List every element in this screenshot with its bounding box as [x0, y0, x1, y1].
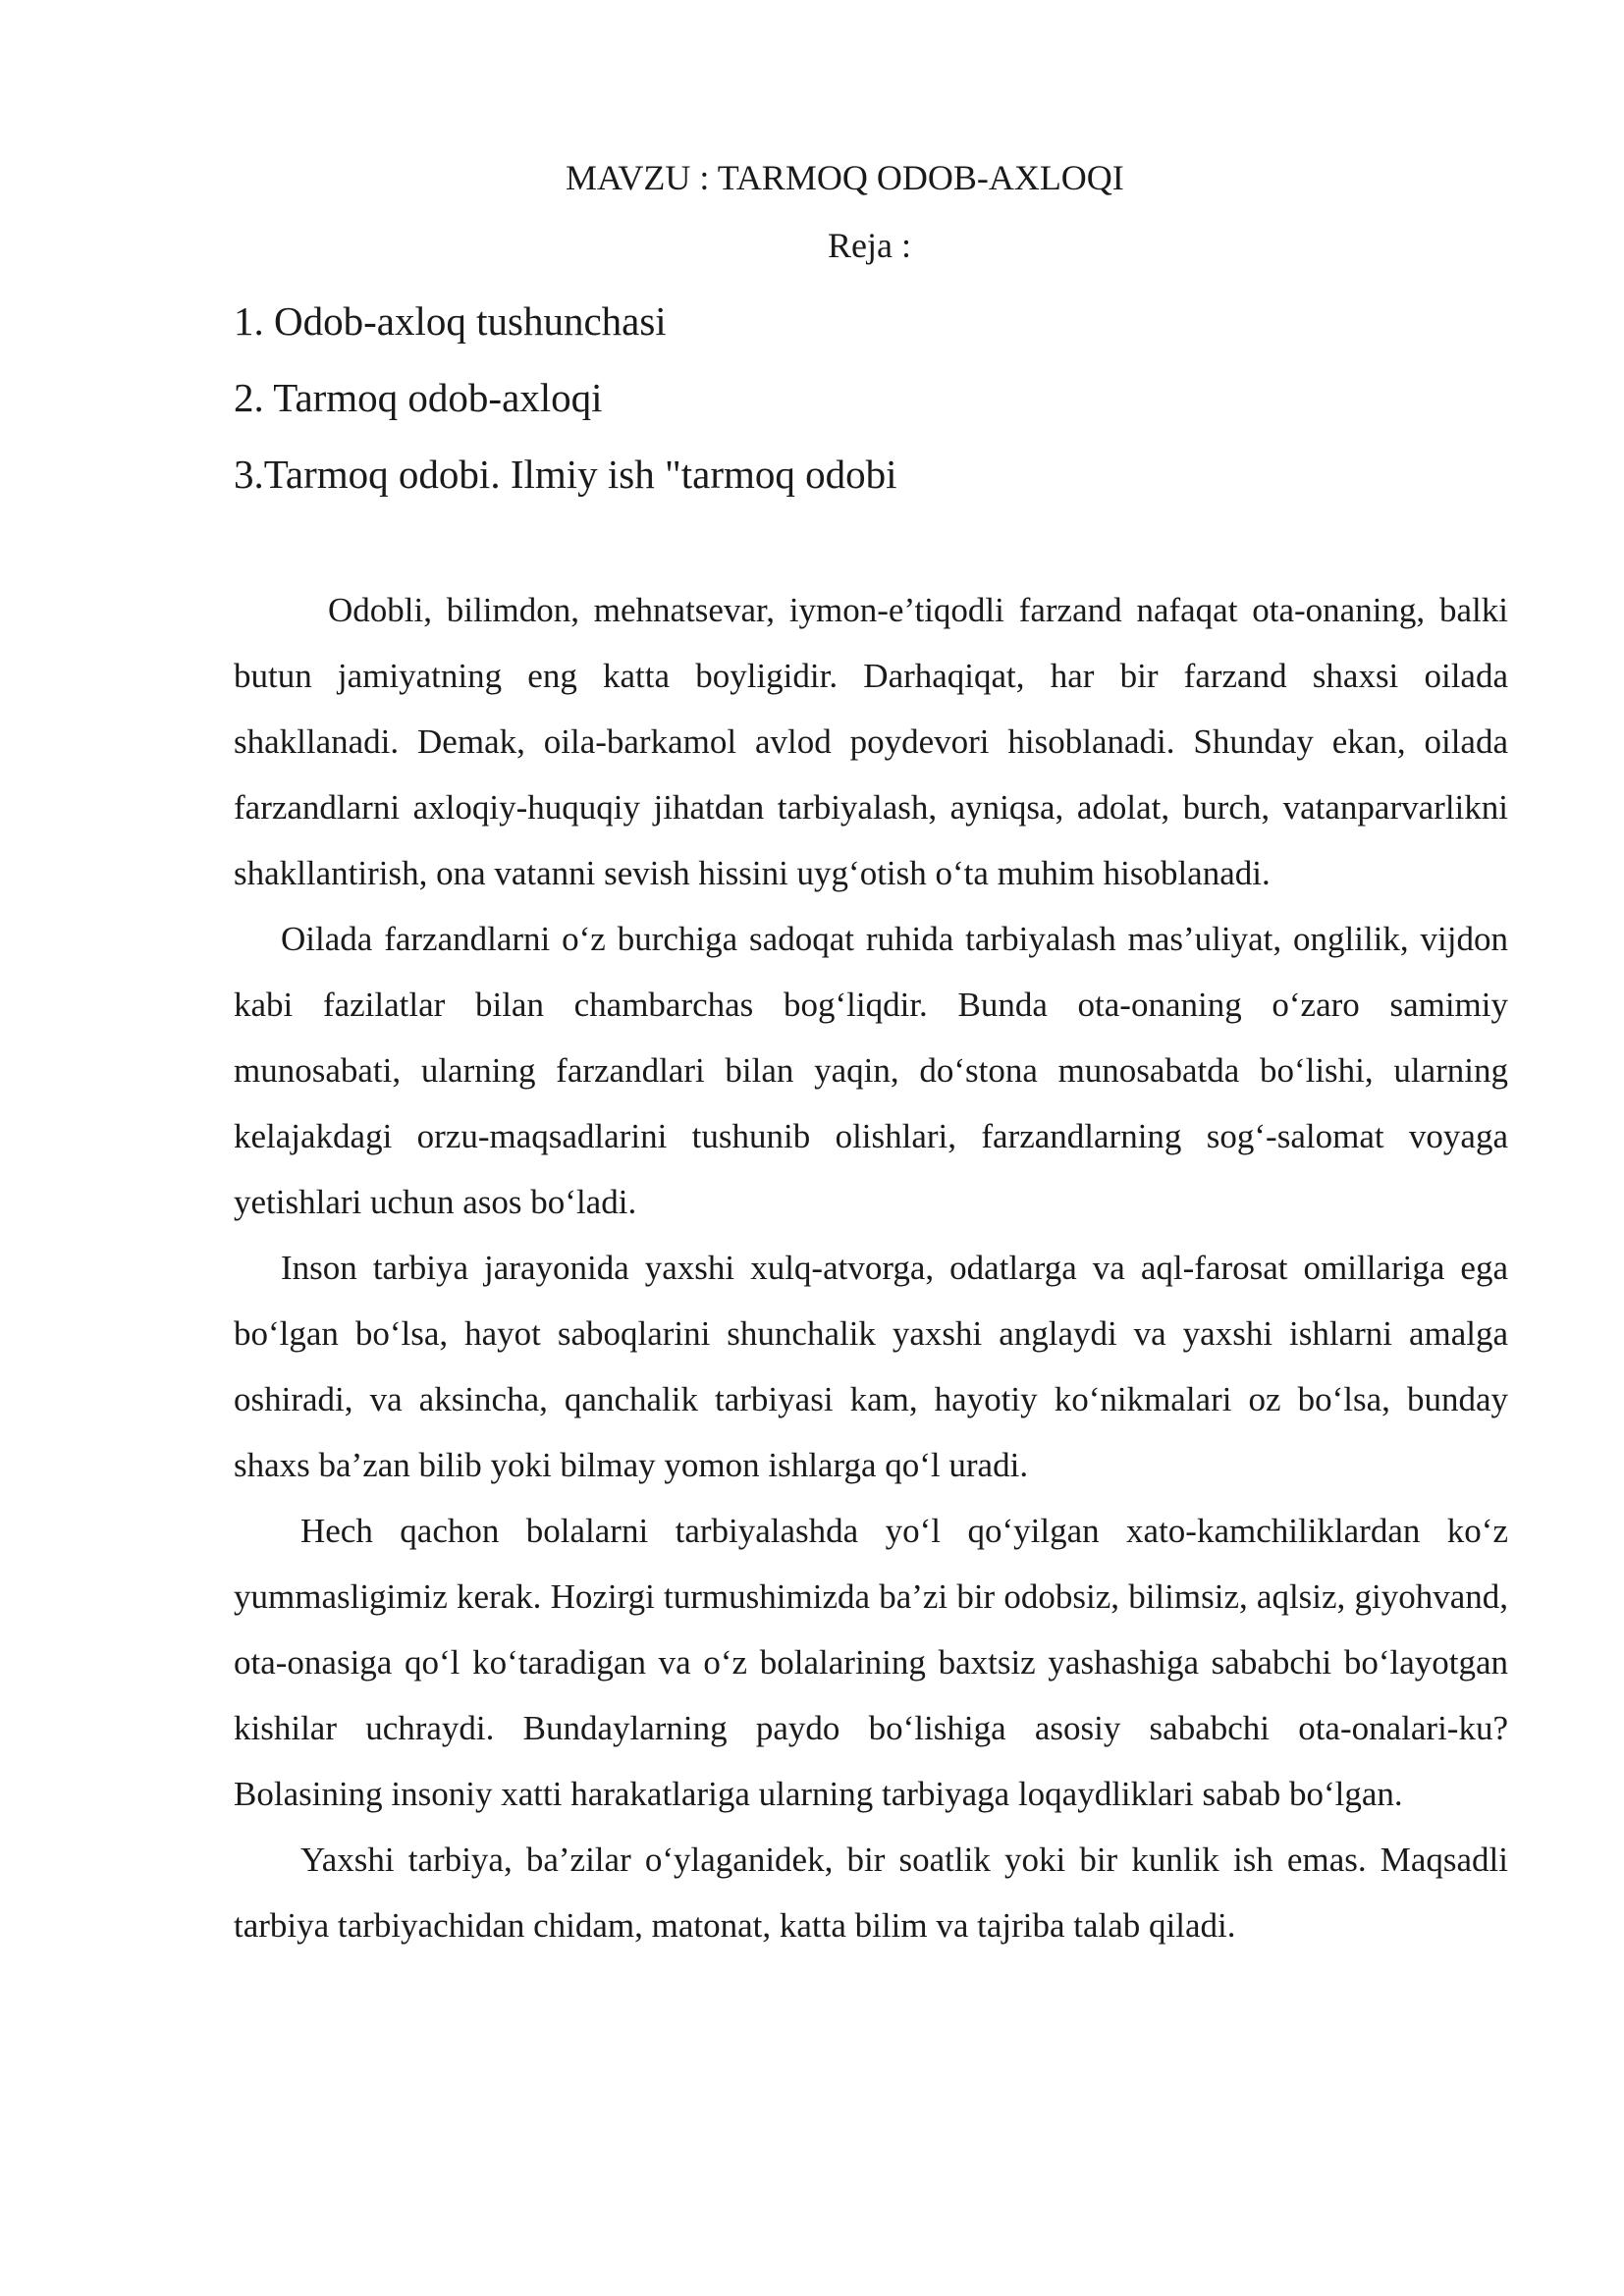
plan-heading: Reja :	[828, 226, 911, 265]
document-title: MAVZU : TARMOQ ODOB-AXLOQI	[566, 158, 1124, 197]
paragraph: Yaxshi tarbiya, ba’zilar o‘ylaganidek, bir soatlik yoki bir kunlik ish emas. Maqsadli tarbiya tarbiyachidan chidam, matonat, katta bilim va tajriba talab qiladi.	[234, 1841, 1508, 1945]
paragraph: Oilada farzandlarni o‘z burchiga sadoqat ruhida tarbiyalash mas’uliyat, onglilik, vijdon kabi fazilatlar bilan chambarchas bog‘liqdir. Bunda ota-onaning o‘zaro samimiy munosabati, ularning farzandlari bilan yaqin, do‘stona munosabatda bo‘lishi, ularning kelajakdagi orzu-maqsadlarini tushunib olishlari, farzandlarning sog‘-salomat voyaga yetishlari uchun asos bo‘ladi.	[234, 920, 1508, 1221]
plan-list	[234, 283, 897, 512]
paragraph: Odobli, bilimdon, mehnatsevar, iymon-e’tiqodli farzand nafaqat ota-onaning, balki butun jamiyatning eng katta boyligidir. Darhaqiqat, har bir farzand shaxsi oilada shakllanadi. Demak, oila-barkamol avlod poydevori hisoblanadi. Shunday ekan, oilada farzandlarni axloqiy-huquqiy jihatdan tarbiyalash, ayniqsa, adolat, burch, vatanparvarlikni shakllantirish, ona vatanni sevish hissini uyg‘otish o‘ta muhim hisoblanadi.	[234, 591, 1508, 892]
plan-item: 1. Odob-axloq tushunchasi	[234, 298, 667, 344]
document-body	[234, 577, 1508, 1958]
plan-item: 3.Tarmoq odobi. Ilmiy ish "tarmoq odobi	[234, 452, 897, 497]
paragraph: Hech qachon bolalarni tarbiyalashda yo‘l qo‘yilgan xato-kamchiliklardan ko‘z yummasligimiz kerak. Hozirgi turmushimizda ba’zi bir odobsiz, bilimsiz, aqlsiz, giyohvand, ota-onasiga qo‘l ko‘taradigan va o‘z bolalarining baxtsiz yashashiga sababchi bo‘layotgan kishilar uchraydi. Bundaylarning paydo bo‘lishiga asosiy sababchi ota-onalari-ku? Bolasining insoniy xatti harakatlariga ularning tarbiyaga loqaydliklari sabab bo‘lgan.	[234, 1512, 1508, 1813]
paragraph: Inson tarbiya jarayonida yaxshi xulq-atvorga, odatlarga va aql-farosat omillariga ega bo‘lgan bo‘lsa, hayot saboqlarini shunchalik yaxshi anglaydi va yaxshi ishlarni amalga oshiradi, va aksincha, qanchalik tarbiyasi kam, hayotiy ko‘nikmalari oz bo‘lsa, bunday shaxs ba’zan bilib yoki bilmay yomon ishlarga qo‘l uradi.	[234, 1249, 1508, 1484]
plan-item: 2. Tarmoq odob-axloqi	[234, 375, 603, 420]
